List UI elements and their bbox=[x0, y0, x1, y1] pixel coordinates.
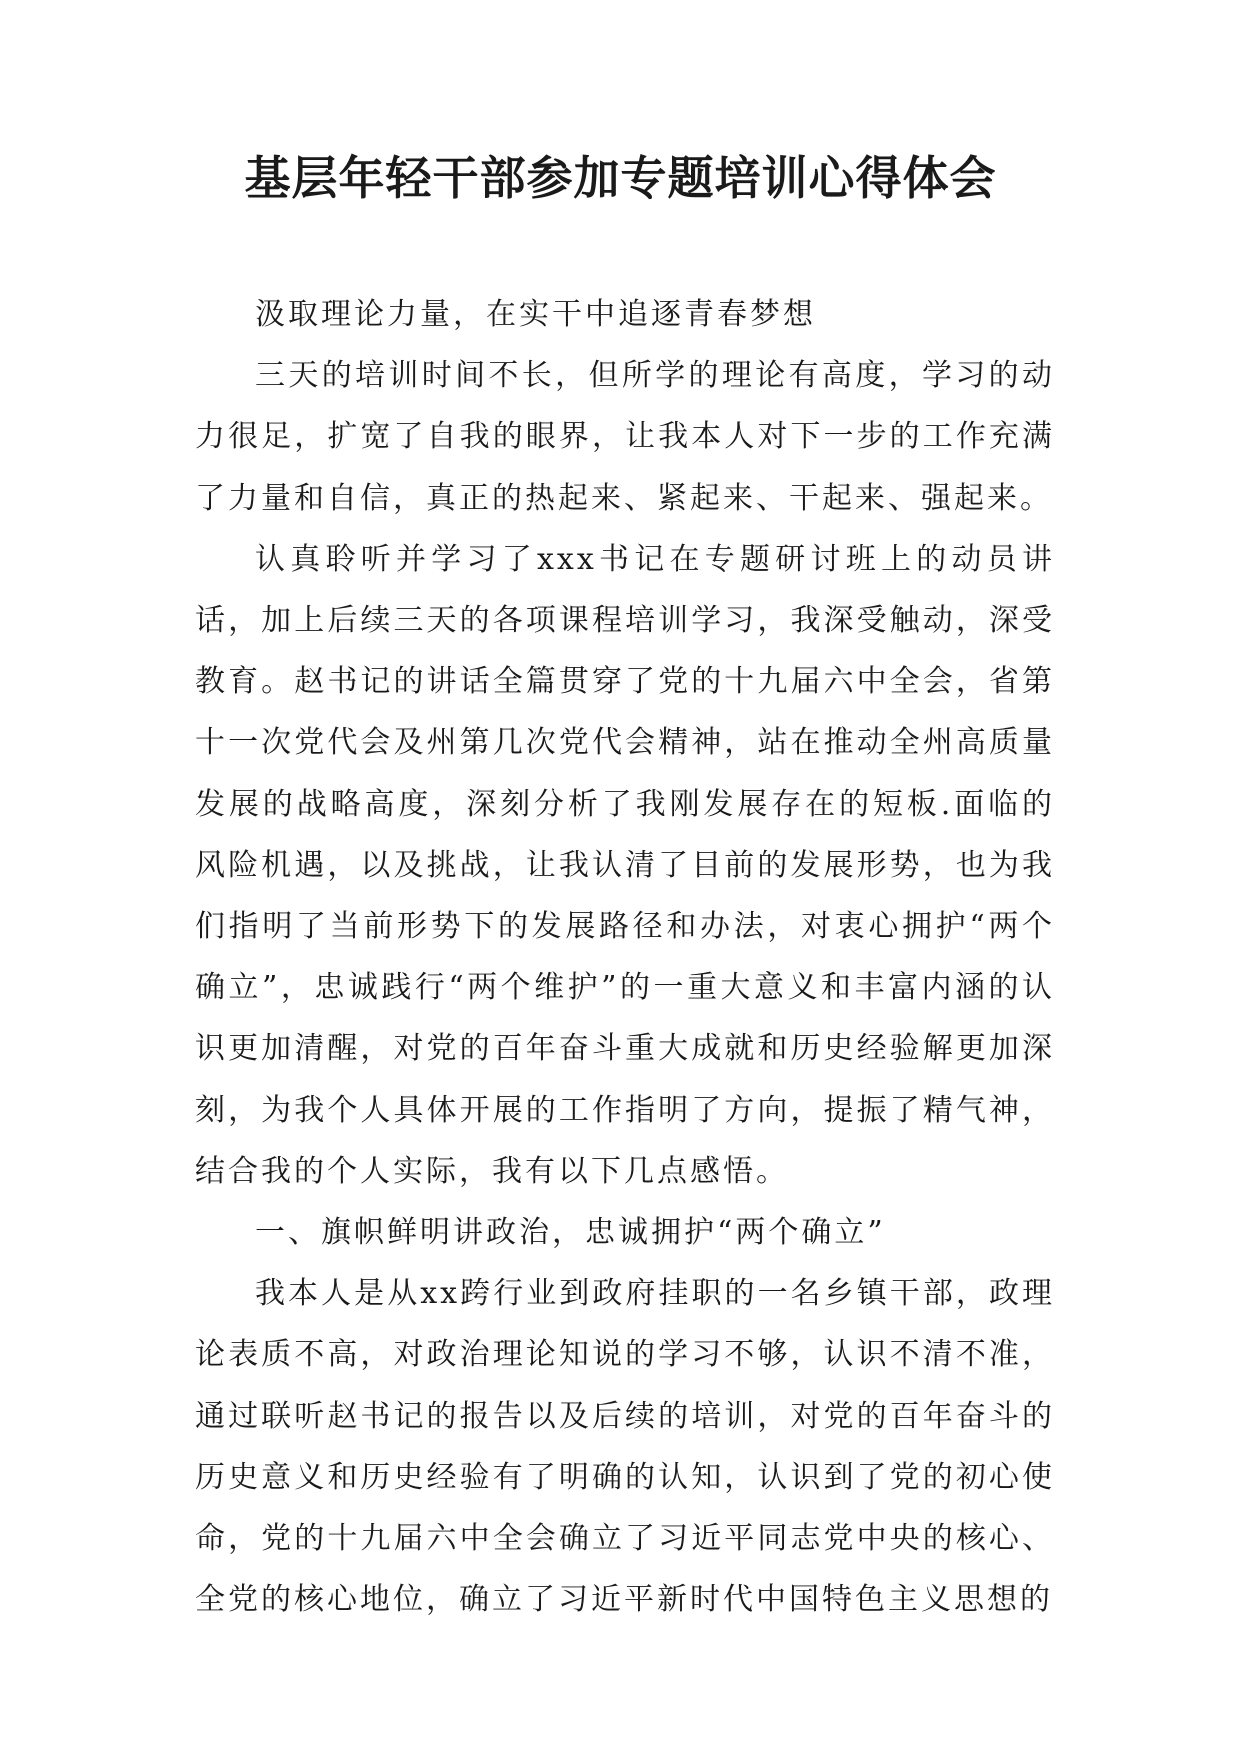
document-title: 基层年轻干部参加专题培训心得体会 bbox=[244, 151, 997, 205]
document-body bbox=[195, 284, 1055, 1630]
body-paragraph: 我本人是从xx跨行业到政府挂职的一名乡镇干部，政理论表质不高，对政治理论知说的学习不够，认识不清不准，通过联听赵书记的报告以及后续的培训，对党的百年奋斗的历史意义和历史经验有了明确的认知，认识到了党的初心使命，党的十九届六中全会确立了习近平同志党中央的核心、全党的核心地位，确立了习近平新时代中国特色主义思想的 bbox=[195, 1276, 1055, 1618]
subtitle-paragraph: 汲取理论力量，在实干中追逐青春梦想 bbox=[255, 297, 816, 332]
body-paragraph: 认真聆听并学习了xxx书记在专题研讨班上的动员讲话，加上后续三天的各项课程培训学习，我深受触动，深受教育。赵书记的讲话全篇贯穿了党的十九届六中全会，省第十一次党代会及州第几次党代会精神，站在推动全州高质量发展的战略高度，深刻分析了我刚发展存在的短板.面临的风险机遇，以及挑战，让我认清了目前的发展形势，也为我们指明了当前形势下的发展路径和办法，对衷心拥护“两个确立”，忠诚践行“两个维护”的一重大意义和丰富内涵的认识更加清醒，对党的百年奋斗重大成就和历史经验解更加深刻，为我个人具体开展的工作指明了方向，提振了精气神，结合我的个人实际，我有以下几点感悟。 bbox=[195, 541, 1055, 1189]
body-paragraph: 三天的培训时间不长，但所学的理论有高度，学习的动力很足，扩宽了自我的眼界，让我本人对下一步的工作充满了力量和自信，真正的热起来、紧起来、干起来、强起来。 bbox=[195, 358, 1055, 516]
section-heading: 一、旗帜鲜明讲政治，忠诚拥护“两个确立” bbox=[255, 1215, 886, 1251]
